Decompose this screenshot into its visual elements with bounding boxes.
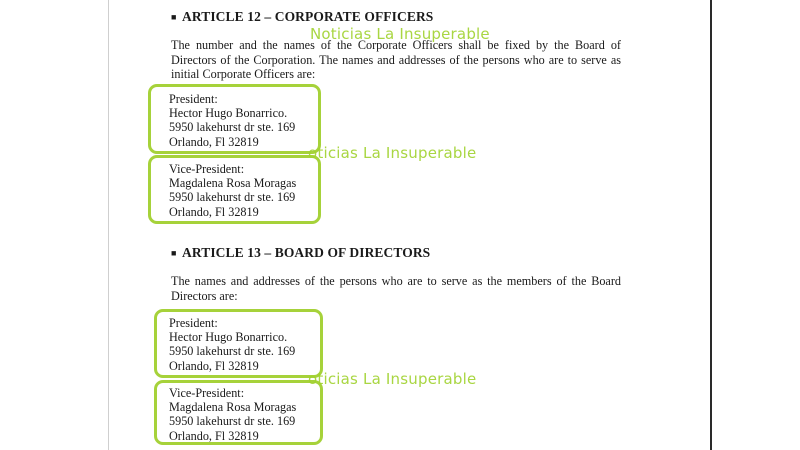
watermark-text: oticias La Insuperable <box>308 144 477 162</box>
page-edge-right <box>710 0 712 450</box>
officer-vice-president-address: Vice-President: Magdalena Rosa Moragas 5950 lakehurst dr ste. 169 Orlando, Fl 32819 <box>169 162 297 219</box>
director-vice-president-address: Vice-President: Magdalena Rosa Moragas 5950 lakehurst dr ste. 169 Orlando, Fl 32819 <box>169 386 297 443</box>
watermark-text: Noticias La Insuperable <box>310 25 490 43</box>
director-president-address: President: Hector Hugo Bonarrico. 5950 lakehurst dr ste. 169 Orlando, Fl 32819 <box>169 316 296 373</box>
article-13-paragraph: The names and addresses of the persons who are to serve as the members of the Board Directors are: <box>171 274 621 303</box>
article-13-heading: ■ ARTICLE 13 – BOARD OF DIRECTORS <box>171 245 431 260</box>
article-12-paragraph: The number and the names of the Corporate Officers shall be fixed by the Board of Directors of the Corporation. The names and addresses of the persons who are to serve as initial Corporate Officers are: <box>171 38 621 82</box>
officer-president-address: President: Hector Hugo Bonarrico. 5950 lakehurst dr ste. 169 Orlando, Fl 32819 <box>169 92 296 149</box>
watermark-text: oticias La Insuperable <box>308 370 477 388</box>
bullet-icon: ■ <box>171 12 177 22</box>
bullet-icon: ■ <box>171 248 177 258</box>
page-edge-left <box>108 0 109 450</box>
article-12-heading: ■ ARTICLE 12 – CORPORATE OFFICERS <box>171 9 434 24</box>
